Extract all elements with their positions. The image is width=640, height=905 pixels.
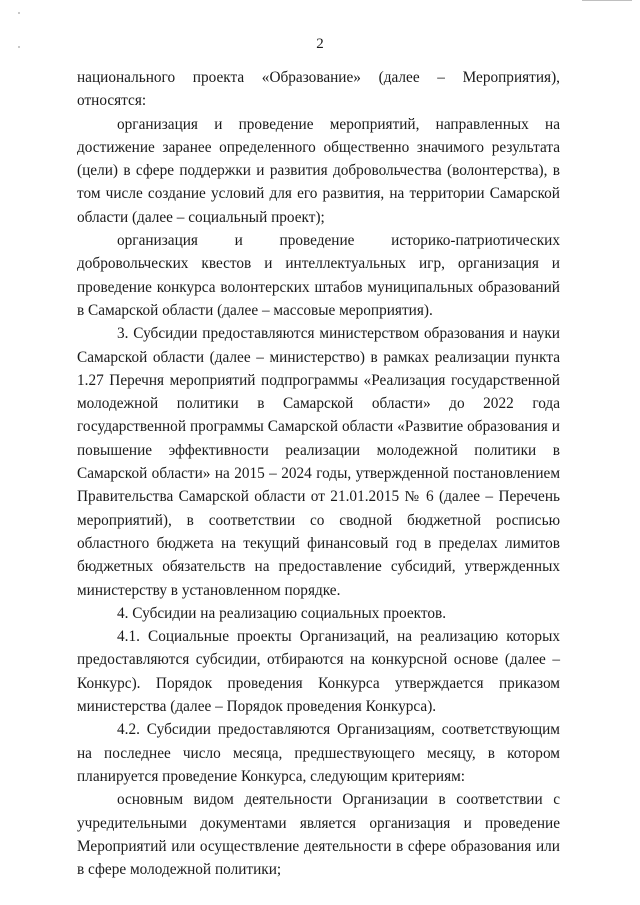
paragraph: 4. Субсидии на реализацию социальных проектов.: [117, 604, 447, 622]
paragraph: организация и проведение мероприятий, направленных на достижение заранее определенного общественно значимого результата (цели) в сфере поддержки и развития добровольчества (волонтерства), в том числе создание условий для его развития, на территории Самарской области (далее – социальный проект);: [77, 115, 560, 226]
paragraph: национального проекта «Образование» (далее – Мероприятия), относятся:: [77, 69, 560, 110]
paragraph: основным видом деятельности Организации в соответствии с учредительными документами является организация и проведение Мероприятий или осуществление деятельности в сфере образования или в сфере молодежной политики;: [77, 791, 560, 879]
document-body: [77, 66, 560, 881]
scan-artifact-dot: [18, 12, 20, 14]
paragraph: 4.1. Социальные проекты Организаций, на реализацию которых предоставляются субсидии, отбираются на конкурсной основе (далее – Конкурс). Порядок проведения Конкурса утверждается приказом министерства (далее – Порядок проведения Конкурса).: [77, 628, 560, 716]
page-number: 2: [316, 36, 324, 52]
paragraph: 3. Субсидии предоставляются министерством образования и науки Самарской области (далее – министерство) в рамках реализации пункта 1.27 Перечня мероприятий подпрограммы «Реализация государственной молодежной политики в Самарской области» до 2022 года государственной программы Самарской области «Развитие образования и повышение эффективности реализации молодежной политики в Самарской области» на 2015 – 2024 годы, утвержденной постановлением Правительства Самарской области от 21.01.2015 № 6 (далее – Перечень мероприятий), в соответствии со сводной бюджетной росписью областного бюджета на текущий финансовый год в пределах лимитов бюджетных обязательств на предоставление субсидий, утвержденных министерству в установленном порядке.: [77, 325, 560, 599]
scan-corner-mark: [582, 0, 632, 4]
paragraph: организация и проведение историко-патриотических добровольческих квестов и интеллектуальных игр, организация и проведение конкурса волонтерских штабов муниципальных образований в Самарской области (далее – массовые мероприятия).: [77, 232, 560, 319]
paragraph: 4.2. Субсидии предоставляются Организациям, соответствующим на последнее число месяца, предшествующего месяцу, в котором планируется проведение Конкурса, следующим критериям:: [77, 721, 560, 785]
